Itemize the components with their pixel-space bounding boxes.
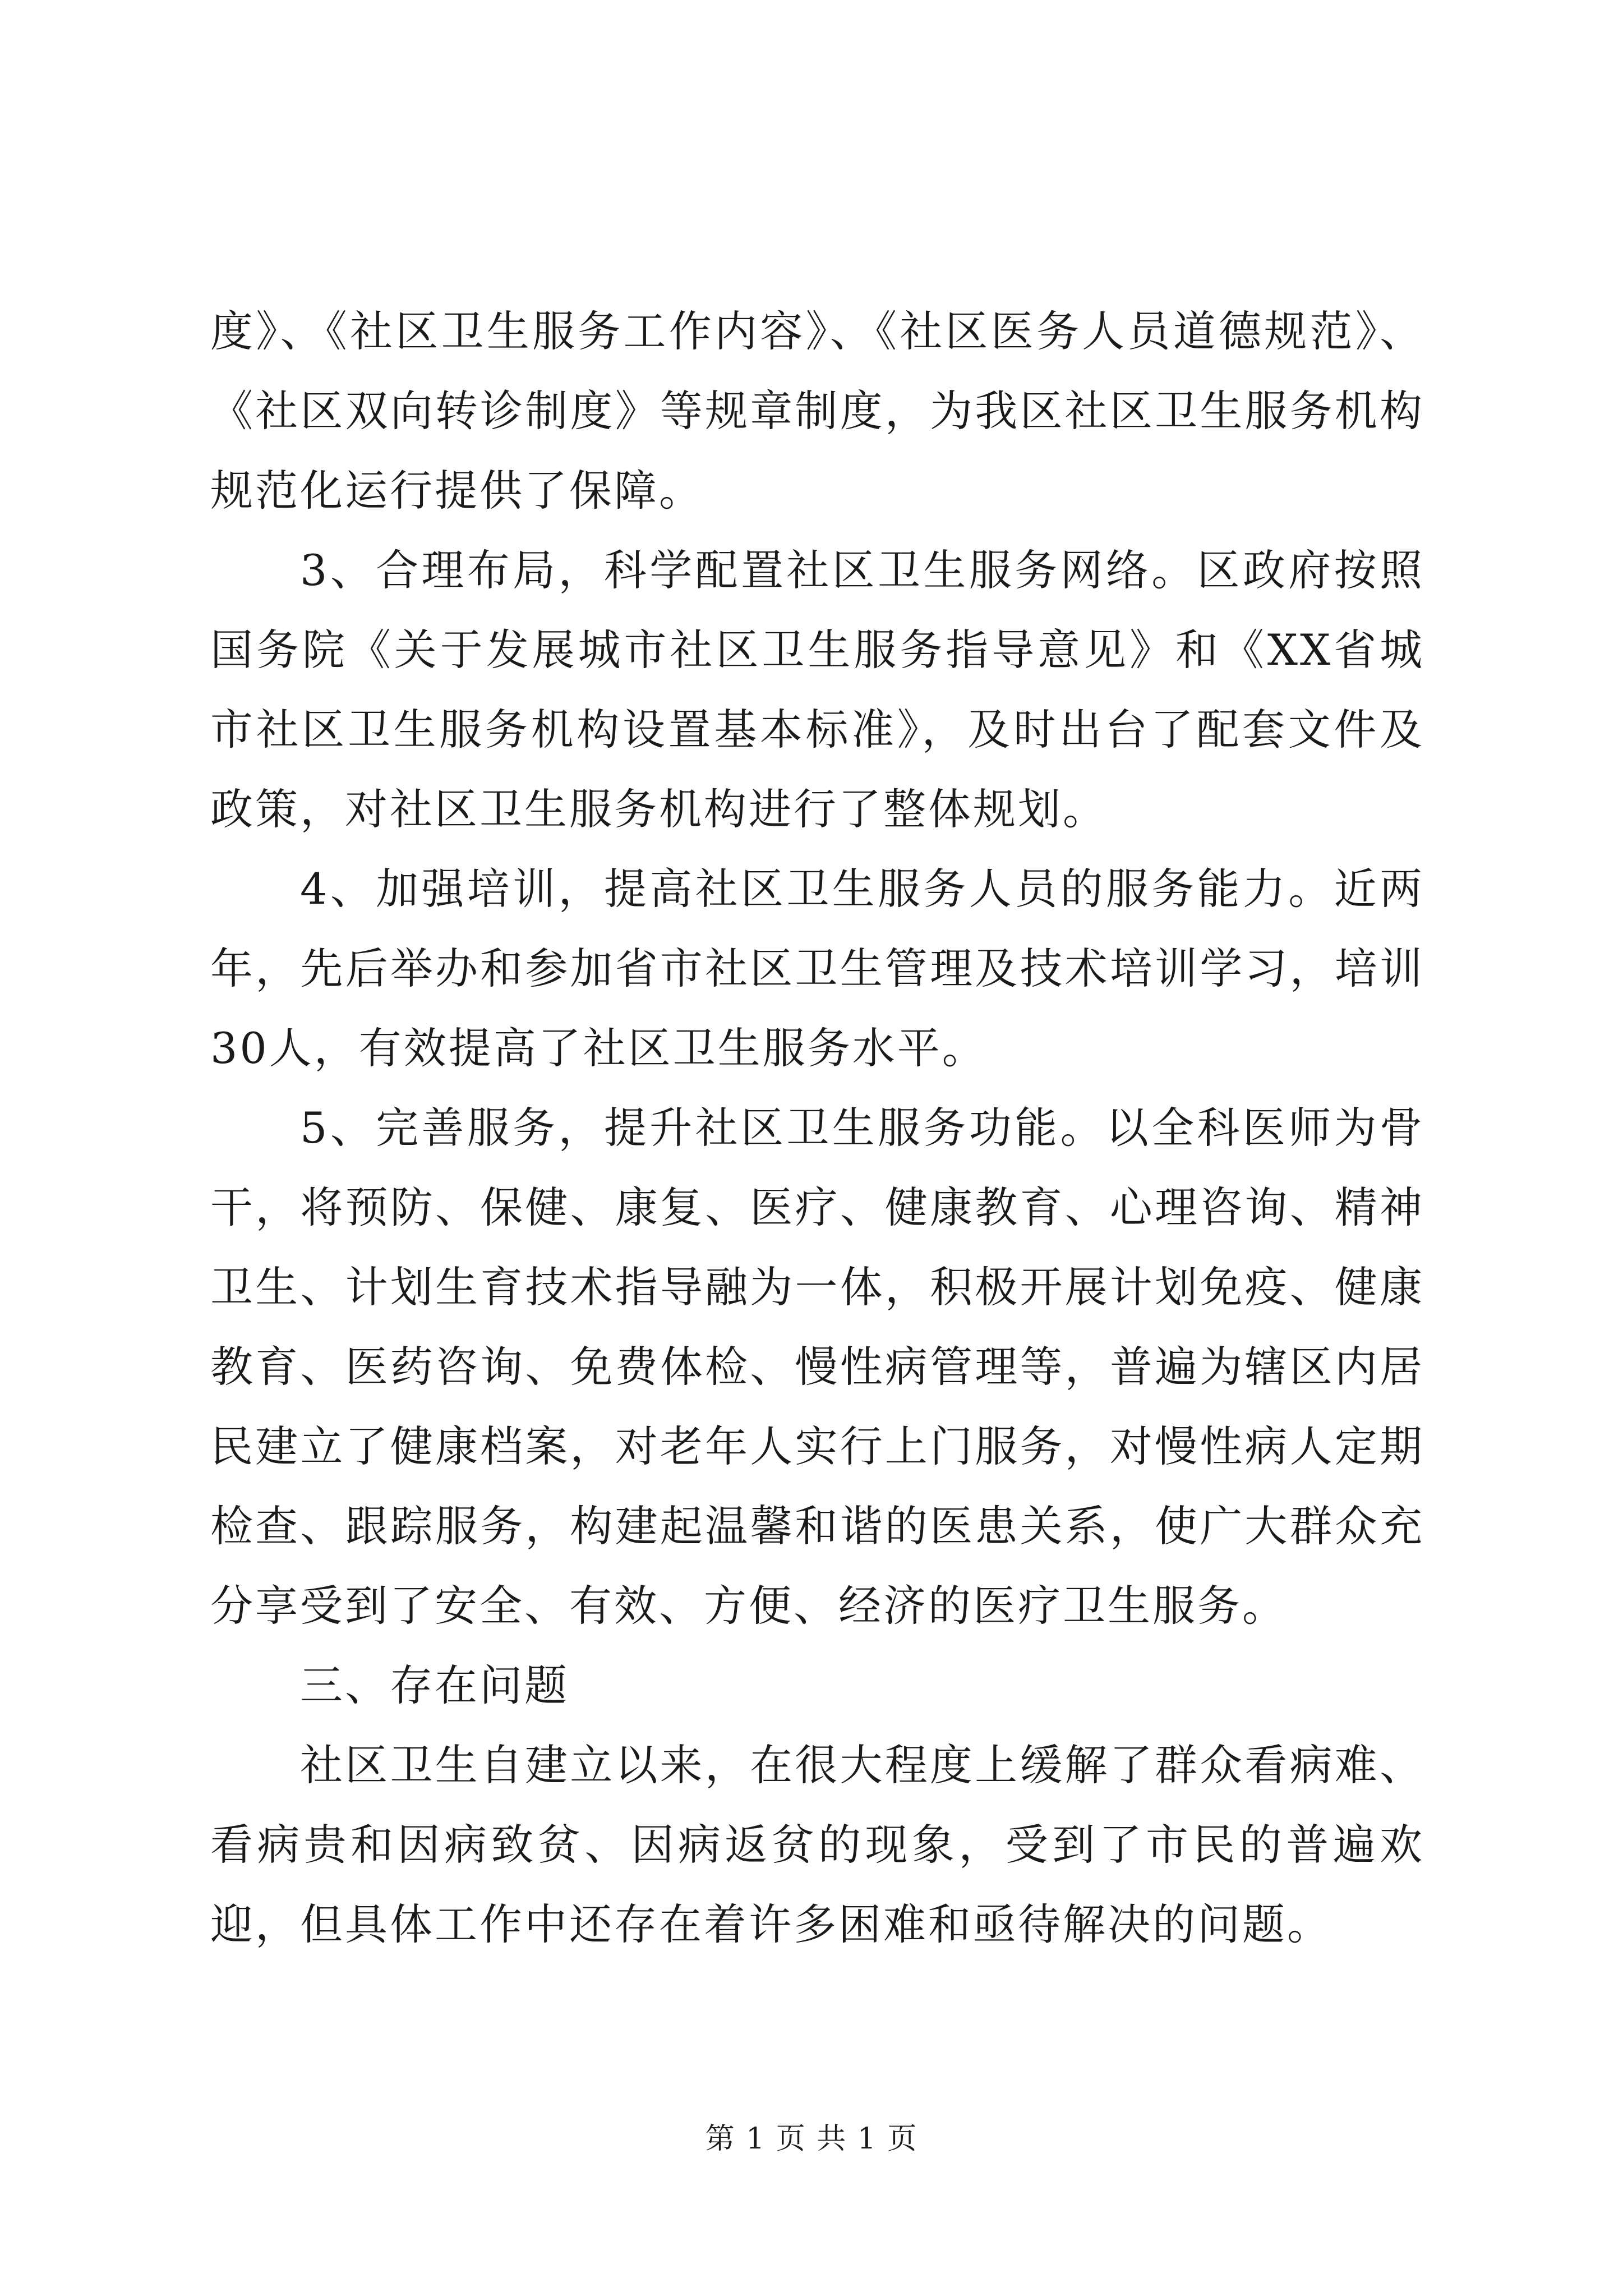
paragraph-regulations-continued: 度》、《社区卫生服务工作内容》、《社区医务人员道德规范》、《社区双向转诊制度》等规章制度，为我区社区卫生服务机构规范化运行提供了保障。 bbox=[210, 306, 1424, 516]
paragraph-item-5-services: 5、完善服务，提升社区卫生服务功能。以全科医师为骨干，将预防、保健、康复、医疗、健康教育、心理咨询、精神卫生、计划生育技术指导融为一体，积极开展计划免疫、健康教育、医药咨询、免费体检、慢性病管理等，普遍为辖区内居民建立了健康档案，对老年人实行上门服务，对慢性病人定期检查、跟踪服务，构建起温馨和谐的医患关系，使广大群众充分享受到了安全、有效、方便、经济的医疗卫生服务。 bbox=[210, 1103, 1424, 1631]
page-footer: 第 1 页 共 1 页 bbox=[705, 2122, 918, 2156]
section-heading-problems: 三、存在问题 bbox=[300, 1660, 569, 1710]
paragraph-problems-intro: 社区卫生自建立以来，在很大程度上缓解了群众看病难、看病贵和因病致贫、因病返贫的现象，受到了市民的普遍欢迎，但具体工作中还存在着许多困难和亟待解决的问题。 bbox=[210, 1740, 1424, 1949]
paragraph-item-3-layout: 3、合理布局，科学配置社区卫生服务网络。区政府按照国务院《关于发展城市社区卫生服务指导意见》和《XX省城市社区卫生服务机构设置基本标准》，及时出台了配套文件及政策，对社区卫生服务机构进行了整体规划。 bbox=[210, 545, 1424, 834]
document-body bbox=[210, 292, 1424, 1964]
paragraph-item-4-training: 4、加强培训，提高社区卫生服务人员的服务能力。近两年，先后举办和参加省市社区卫生管理及技术培训学习，培训30人，有效提高了社区卫生服务水平。 bbox=[210, 864, 1424, 1073]
